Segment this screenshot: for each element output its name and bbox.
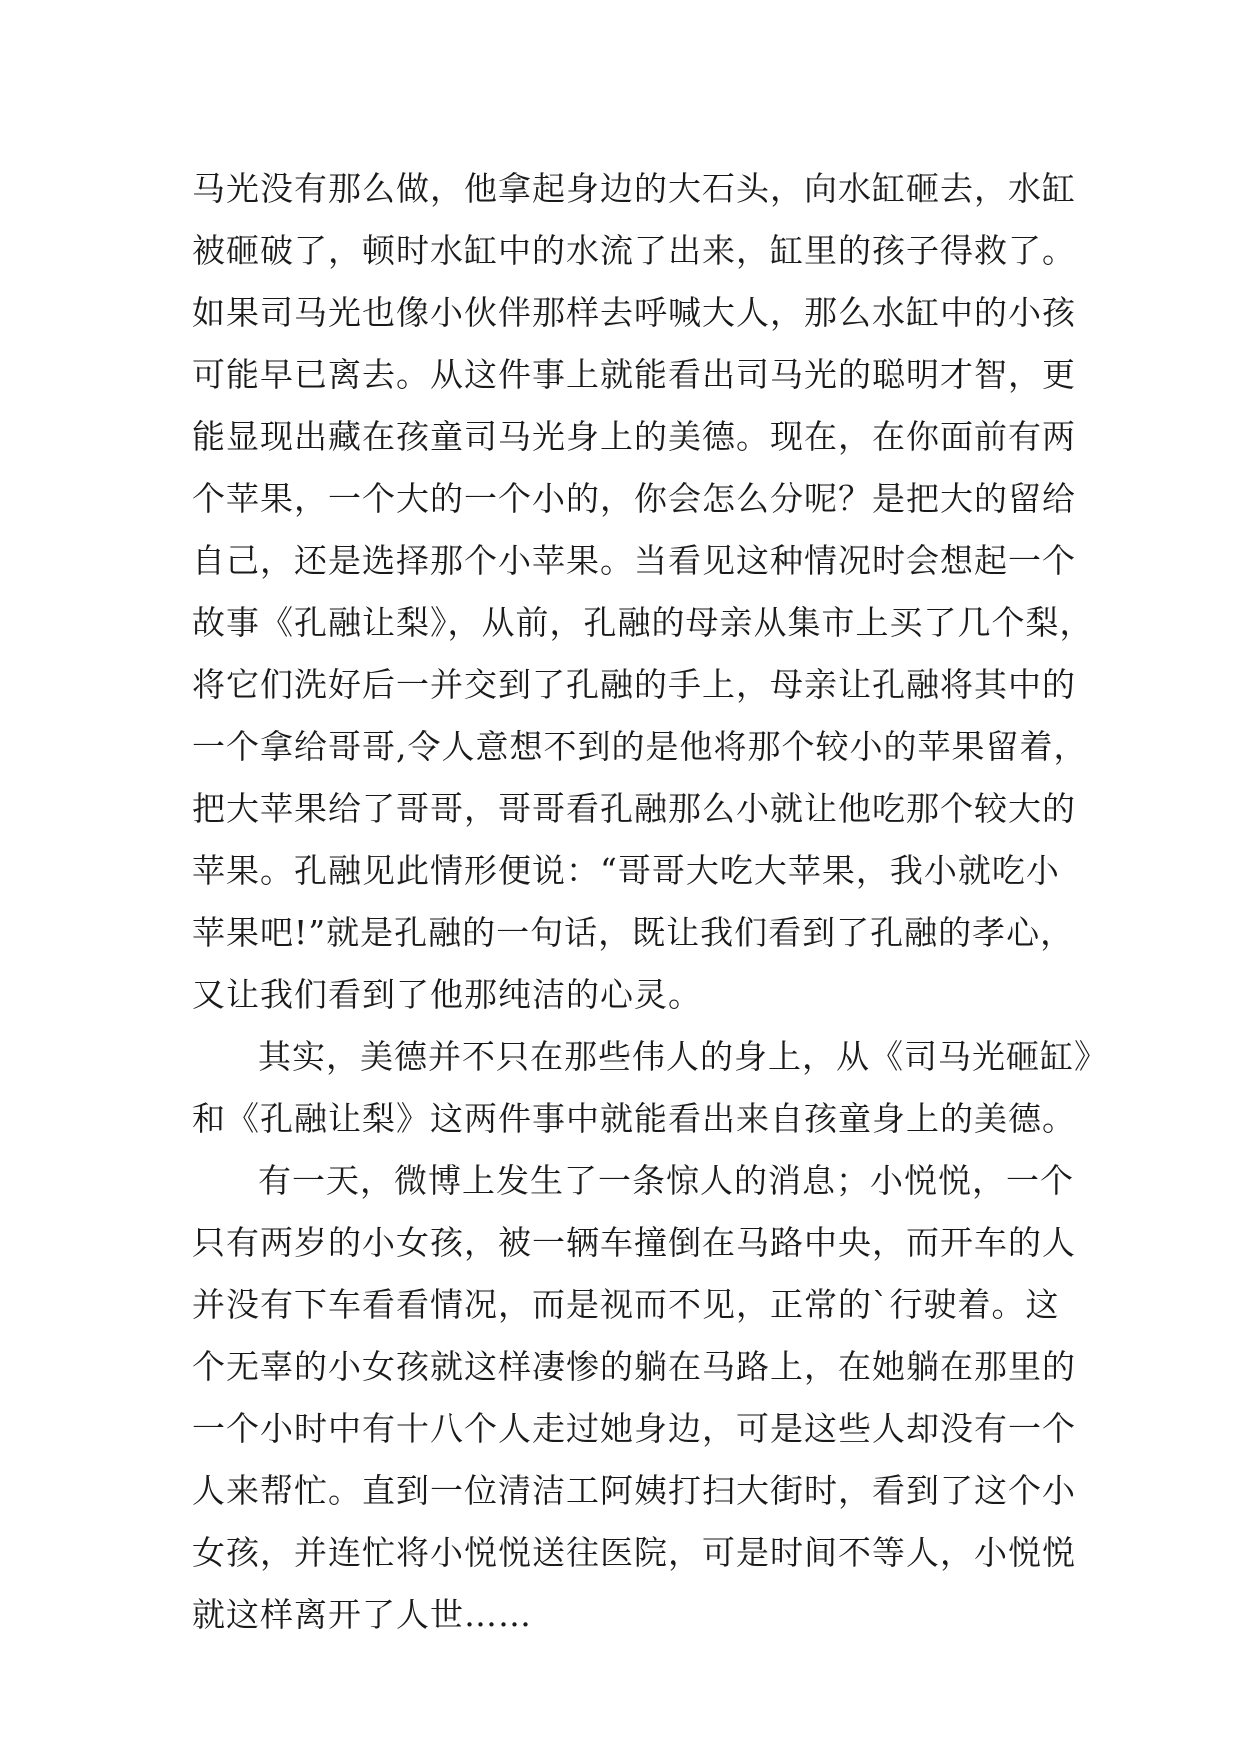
- text-line: 个苹果，一个大的一个小的，你会怎么分呢？是把大的留给: [192, 479, 1076, 518]
- text-line: 其实，美德并不只在那些伟人的身上，从《司马光砸缸》: [258, 1037, 1108, 1076]
- text-line: 就这样离开了人世……: [192, 1595, 532, 1634]
- text-line: 并没有下车看看情况，而是视而不见，正常的`行驶着。这: [192, 1285, 1060, 1324]
- text-line: 又让我们看到了他那纯洁的心灵。: [192, 975, 702, 1014]
- text-line: 被砸破了，顿时水缸中的水流了出来，缸里的孩子得救了。: [192, 231, 1076, 270]
- body-text: [192, 158, 1108, 1646]
- text-line: 个无辜的小女孩就这样凄惨的躺在马路上，在她躺在那里的: [192, 1347, 1076, 1386]
- text-line: 只有两岁的小女孩，被一辆车撞倒在马路中央，而开车的人: [192, 1223, 1076, 1262]
- text-line: 将它们洗好后一并交到了孔融的手上，母亲让孔融将其中的: [192, 665, 1076, 704]
- text-line: 苹果。孔融见此情形便说：“哥哥大吃大苹果，我小就吃小: [192, 851, 1060, 890]
- text-line: 一个拿给哥哥,令人意想不到的是他将那个较小的苹果留着，: [192, 727, 1088, 766]
- text-line: 人来帮忙。直到一位清洁工阿姨打扫大街时，看到了这个小: [192, 1471, 1076, 1510]
- text-line: 把大苹果给了哥哥，哥哥看孔融那么小就让他吃那个较大的: [192, 789, 1076, 828]
- text-line: 马光没有那么做，他拿起身边的大石头，向水缸砸去，水缸: [192, 169, 1076, 208]
- text-line: 如果司马光也像小伙伴那样去呼喊大人，那么水缸中的小孩: [192, 293, 1076, 332]
- text-line: 和《孔融让梨》这两件事中就能看出来自孩童身上的美德。: [192, 1099, 1076, 1138]
- text-line: 苹果吧!”就是孔融的一句话，既让我们看到了孔融的孝心，: [192, 913, 1075, 952]
- text-line: 有一天，微博上发生了一条惊人的消息；小悦悦，一个: [258, 1161, 1074, 1200]
- text-line: 故事《孔融让梨》，从前，孔融的母亲从集市上买了几个梨，: [192, 603, 1094, 642]
- text-line: 自己，还是选择那个小苹果。当看见这种情况时会想起一个: [192, 541, 1076, 580]
- text-line: 女孩，并连忙将小悦悦送往医院，可是时间不等人，小悦悦: [192, 1533, 1076, 1572]
- text-line: 可能早已离去。从这件事上就能看出司马光的聪明才智，更: [192, 355, 1076, 394]
- text-line: 一个小时中有十八个人走过她身边，可是这些人却没有一个: [192, 1409, 1076, 1448]
- text-line: 能显现出藏在孩童司马光身上的美德。现在，在你面前有两: [192, 417, 1076, 456]
